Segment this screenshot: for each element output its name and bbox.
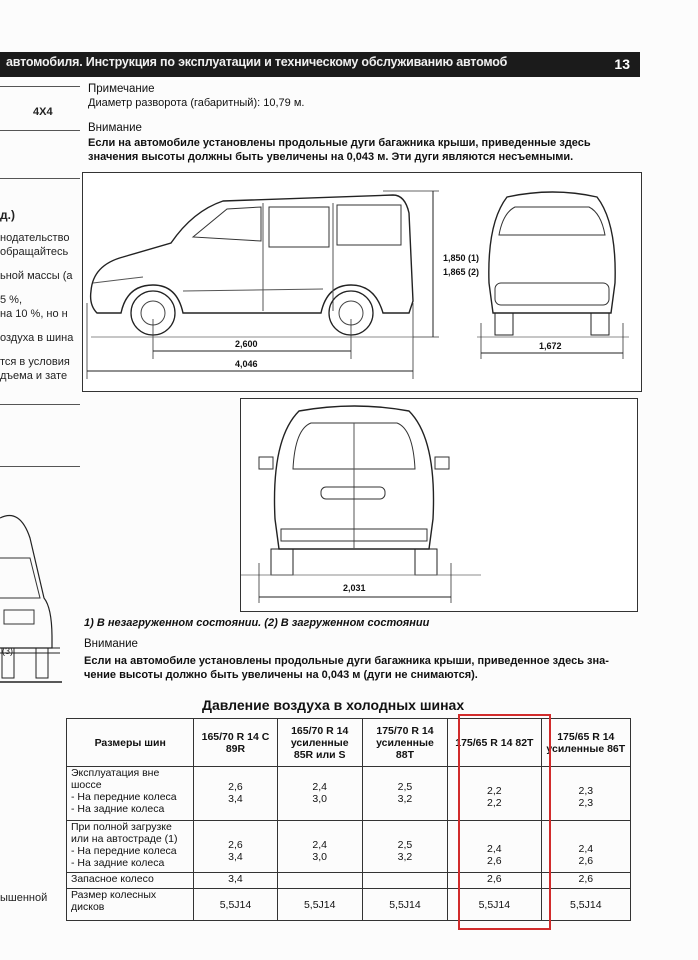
dim-length: 4,046 <box>235 359 258 369</box>
rear-label: - На задние колеса <box>71 857 165 869</box>
table-cell: 2,6 <box>448 873 541 889</box>
col-header: 175/65 R 14 82T <box>448 719 541 767</box>
margin-fragment: (3) <box>2 646 13 656</box>
dim-wheelbase: 2,600 <box>235 339 258 349</box>
attention-2-line-2: чение высоты должно быть увеличены на 0,043 м (дуги не снимаются). <box>84 669 478 681</box>
table-cell: 5,5J14 <box>194 889 277 921</box>
margin-rule <box>0 130 80 131</box>
front-label: - На передние колеса <box>71 791 177 803</box>
table-cell: 2,4 2,6 <box>448 821 541 873</box>
table-cell: 2,6 <box>541 873 630 889</box>
table-cell: 2,5 3,2 <box>362 767 447 821</box>
row-title: Эксплуатация вне шоссе <box>71 767 160 791</box>
margin-rule <box>0 86 80 87</box>
page-number: 13 <box>614 56 630 72</box>
attention-2-line-1: Если на автомобиле установлены продольные дуги багажника крыши, приведенное здесь зна- <box>84 655 609 667</box>
row-label: Запасное колесо <box>67 873 194 889</box>
table-cell: 2,4 3,0 <box>277 821 362 873</box>
attention-line-2: значения высоты должны быть увеличены на 0,043 м. Эти дуги являются несъемными. <box>88 151 574 163</box>
dim-height-loaded: 1,865 (2) <box>443 267 480 277</box>
margin-fragment: ьной массы (а <box>0 270 73 282</box>
margin-fragment: 5 %, <box>0 294 23 306</box>
col-header: 175/65 R 14 усиленные 86T <box>541 719 630 767</box>
margin-4x4: 4X4 <box>33 106 53 118</box>
margin-fragment: дъема и зате <box>0 370 68 382</box>
table-cell: 2,2 2,2 <box>448 767 541 821</box>
col-header: 175/70 R 14 усиленные 88T <box>362 719 447 767</box>
table-cell: 5,5J14 <box>362 889 447 921</box>
table-cell <box>362 873 447 889</box>
dim-front-track: 1,672 <box>539 341 562 351</box>
row-title: При полной загрузке или на автостраде (1) <box>71 821 178 845</box>
vehicle-dimensions-diagram <box>82 172 642 392</box>
margin-rule <box>0 466 80 467</box>
attention-2-title: Внимание <box>84 638 138 650</box>
col-header-size: Размеры шин <box>67 719 194 767</box>
dim-height-unloaded: 1,850 (1) <box>443 253 480 263</box>
table-cell: 2,5 3,2 <box>362 821 447 873</box>
vehicle-side-front-drawing <box>83 173 641 391</box>
tire-pressure-title: Давление воздуха в холодных шинах <box>202 697 465 713</box>
col-header: 165/70 R 14 усиленные 85R или S <box>277 719 362 767</box>
margin-fragment: тся в условия <box>0 356 70 368</box>
front-label: - На передние колеса <box>71 845 177 857</box>
table-cell: 5,5J14 <box>541 889 630 921</box>
rear-view-diagram <box>240 398 638 612</box>
row-label <box>67 821 194 873</box>
table-cell <box>277 873 362 889</box>
vehicle-rear-drawing <box>241 399 637 611</box>
table-cell: 2,4 2,6 <box>541 821 630 873</box>
note-text: Диаметр разворота (габаритный): 10,79 м. <box>88 97 305 109</box>
diagram-caption: 1) В незагруженном состоянии. (2) В загруженном состоянии <box>84 617 430 629</box>
table-cell: 2,6 3,4 <box>194 821 277 873</box>
table-cell: 2,6 3,4 <box>194 767 277 821</box>
margin-rule <box>0 178 80 179</box>
table-cell: 2,3 2,3 <box>541 767 630 821</box>
margin-fragment: на 10 %, но н <box>0 308 68 320</box>
table-cell: 5,5J14 <box>277 889 362 921</box>
partial-vehicle-drawing <box>0 498 66 684</box>
margin-rule <box>0 404 80 405</box>
table-cell: 2,4 3,0 <box>277 767 362 821</box>
note-title: Примечание <box>88 83 155 95</box>
row-label <box>67 767 194 821</box>
highlight-box <box>458 714 551 930</box>
margin-fragment: оздуха в шина <box>0 332 74 344</box>
page-header <box>0 52 640 77</box>
row-label: Размер колесных дисков <box>67 889 194 921</box>
header-title: автомобиля. Инструкция по эксплуатации и техническому обслуживанию автомоб <box>6 55 508 69</box>
attention-line-1: Если на автомобиле установлены продольные дуги багажника крыши, приведенные здесь <box>88 137 591 149</box>
table-cell: 3,4 <box>194 873 277 889</box>
dim-rear-width: 2,031 <box>343 583 366 593</box>
margin-fragment: д.) <box>0 208 15 222</box>
table-cell: 5,5J14 <box>448 889 541 921</box>
rear-label: - На задние колеса <box>71 803 165 815</box>
margin-fragment: обращайтесь <box>0 246 69 258</box>
margin-fragment: нодательство <box>0 232 70 244</box>
col-header: 165/70 R 14 C 89R <box>194 719 277 767</box>
margin-fragment: ышенной <box>0 892 48 904</box>
attention-title: Внимание <box>88 122 142 134</box>
